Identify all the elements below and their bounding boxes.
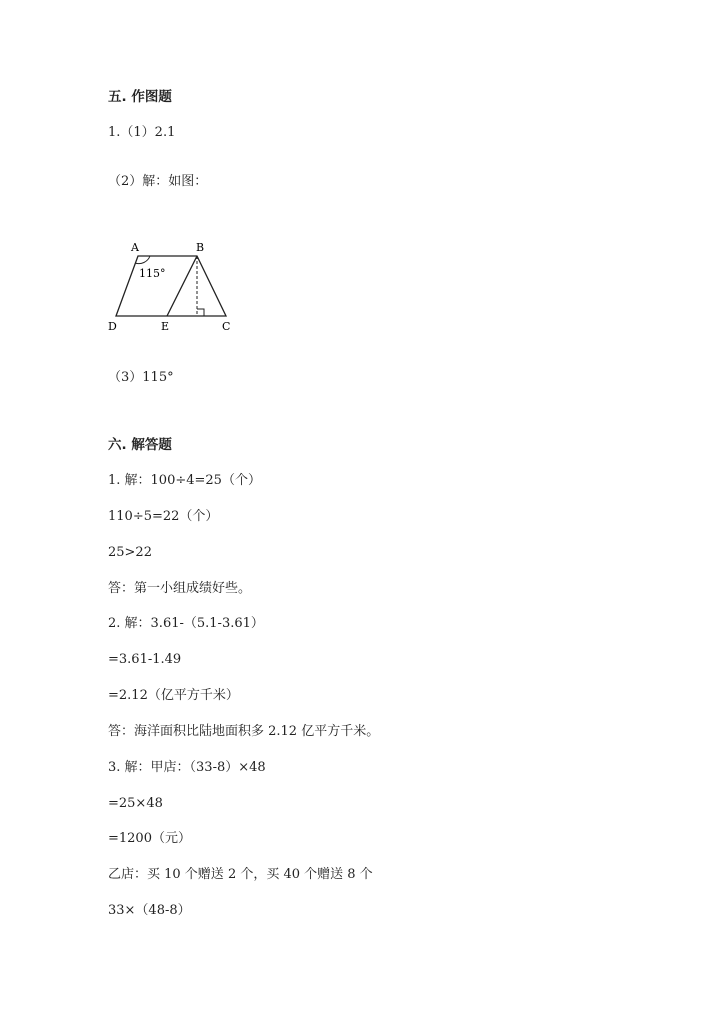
angle-label: 115° [139, 267, 166, 280]
label-a: A [131, 241, 139, 254]
solution-line: =2.12（亿平方千米） [108, 688, 239, 703]
solution-line: 1. 解：100÷4=25（个） [108, 473, 261, 488]
trapezoid-figure [106, 238, 246, 338]
solution-line: =3.61-1.49 [108, 652, 182, 667]
label-e: E [161, 320, 170, 333]
solution-line: 110÷5=22（个） [108, 509, 219, 524]
solution-line: 答：海洋面积比陆地面积多 2.12 亿平方千米。 [108, 724, 380, 739]
answer-1-part-3: （3）115° [108, 370, 174, 385]
label-c: C [222, 320, 231, 333]
right-angle-mark [197, 309, 204, 316]
label-b: B [196, 241, 205, 254]
solution-line: 答：第一小组成绩好些。 [108, 581, 252, 596]
solution-line: 2. 解：3.61-（5.1-3.61） [108, 616, 264, 631]
segment-be [167, 256, 197, 316]
solution-line: =1200（元） [108, 831, 191, 846]
solution-line: 乙店：买 10 个赠送 2 个，买 40 个赠送 8 个 [108, 867, 373, 882]
solution-line: =25×48 [108, 796, 163, 811]
section-6-title: 六. 解答题 [108, 437, 172, 453]
solution-line: 3. 解：甲店：（33-8）×48 [108, 760, 266, 775]
answer-1-part-2: （2）解：如图： [108, 174, 208, 189]
label-d: D [108, 320, 117, 333]
solution-line: 25>22 [108, 545, 152, 560]
answer-1-part-1: 1.（1）2.1 [108, 125, 176, 140]
solution-line: 33×（48-8） [108, 903, 191, 918]
section-5-title: 五. 作图题 [108, 89, 172, 105]
